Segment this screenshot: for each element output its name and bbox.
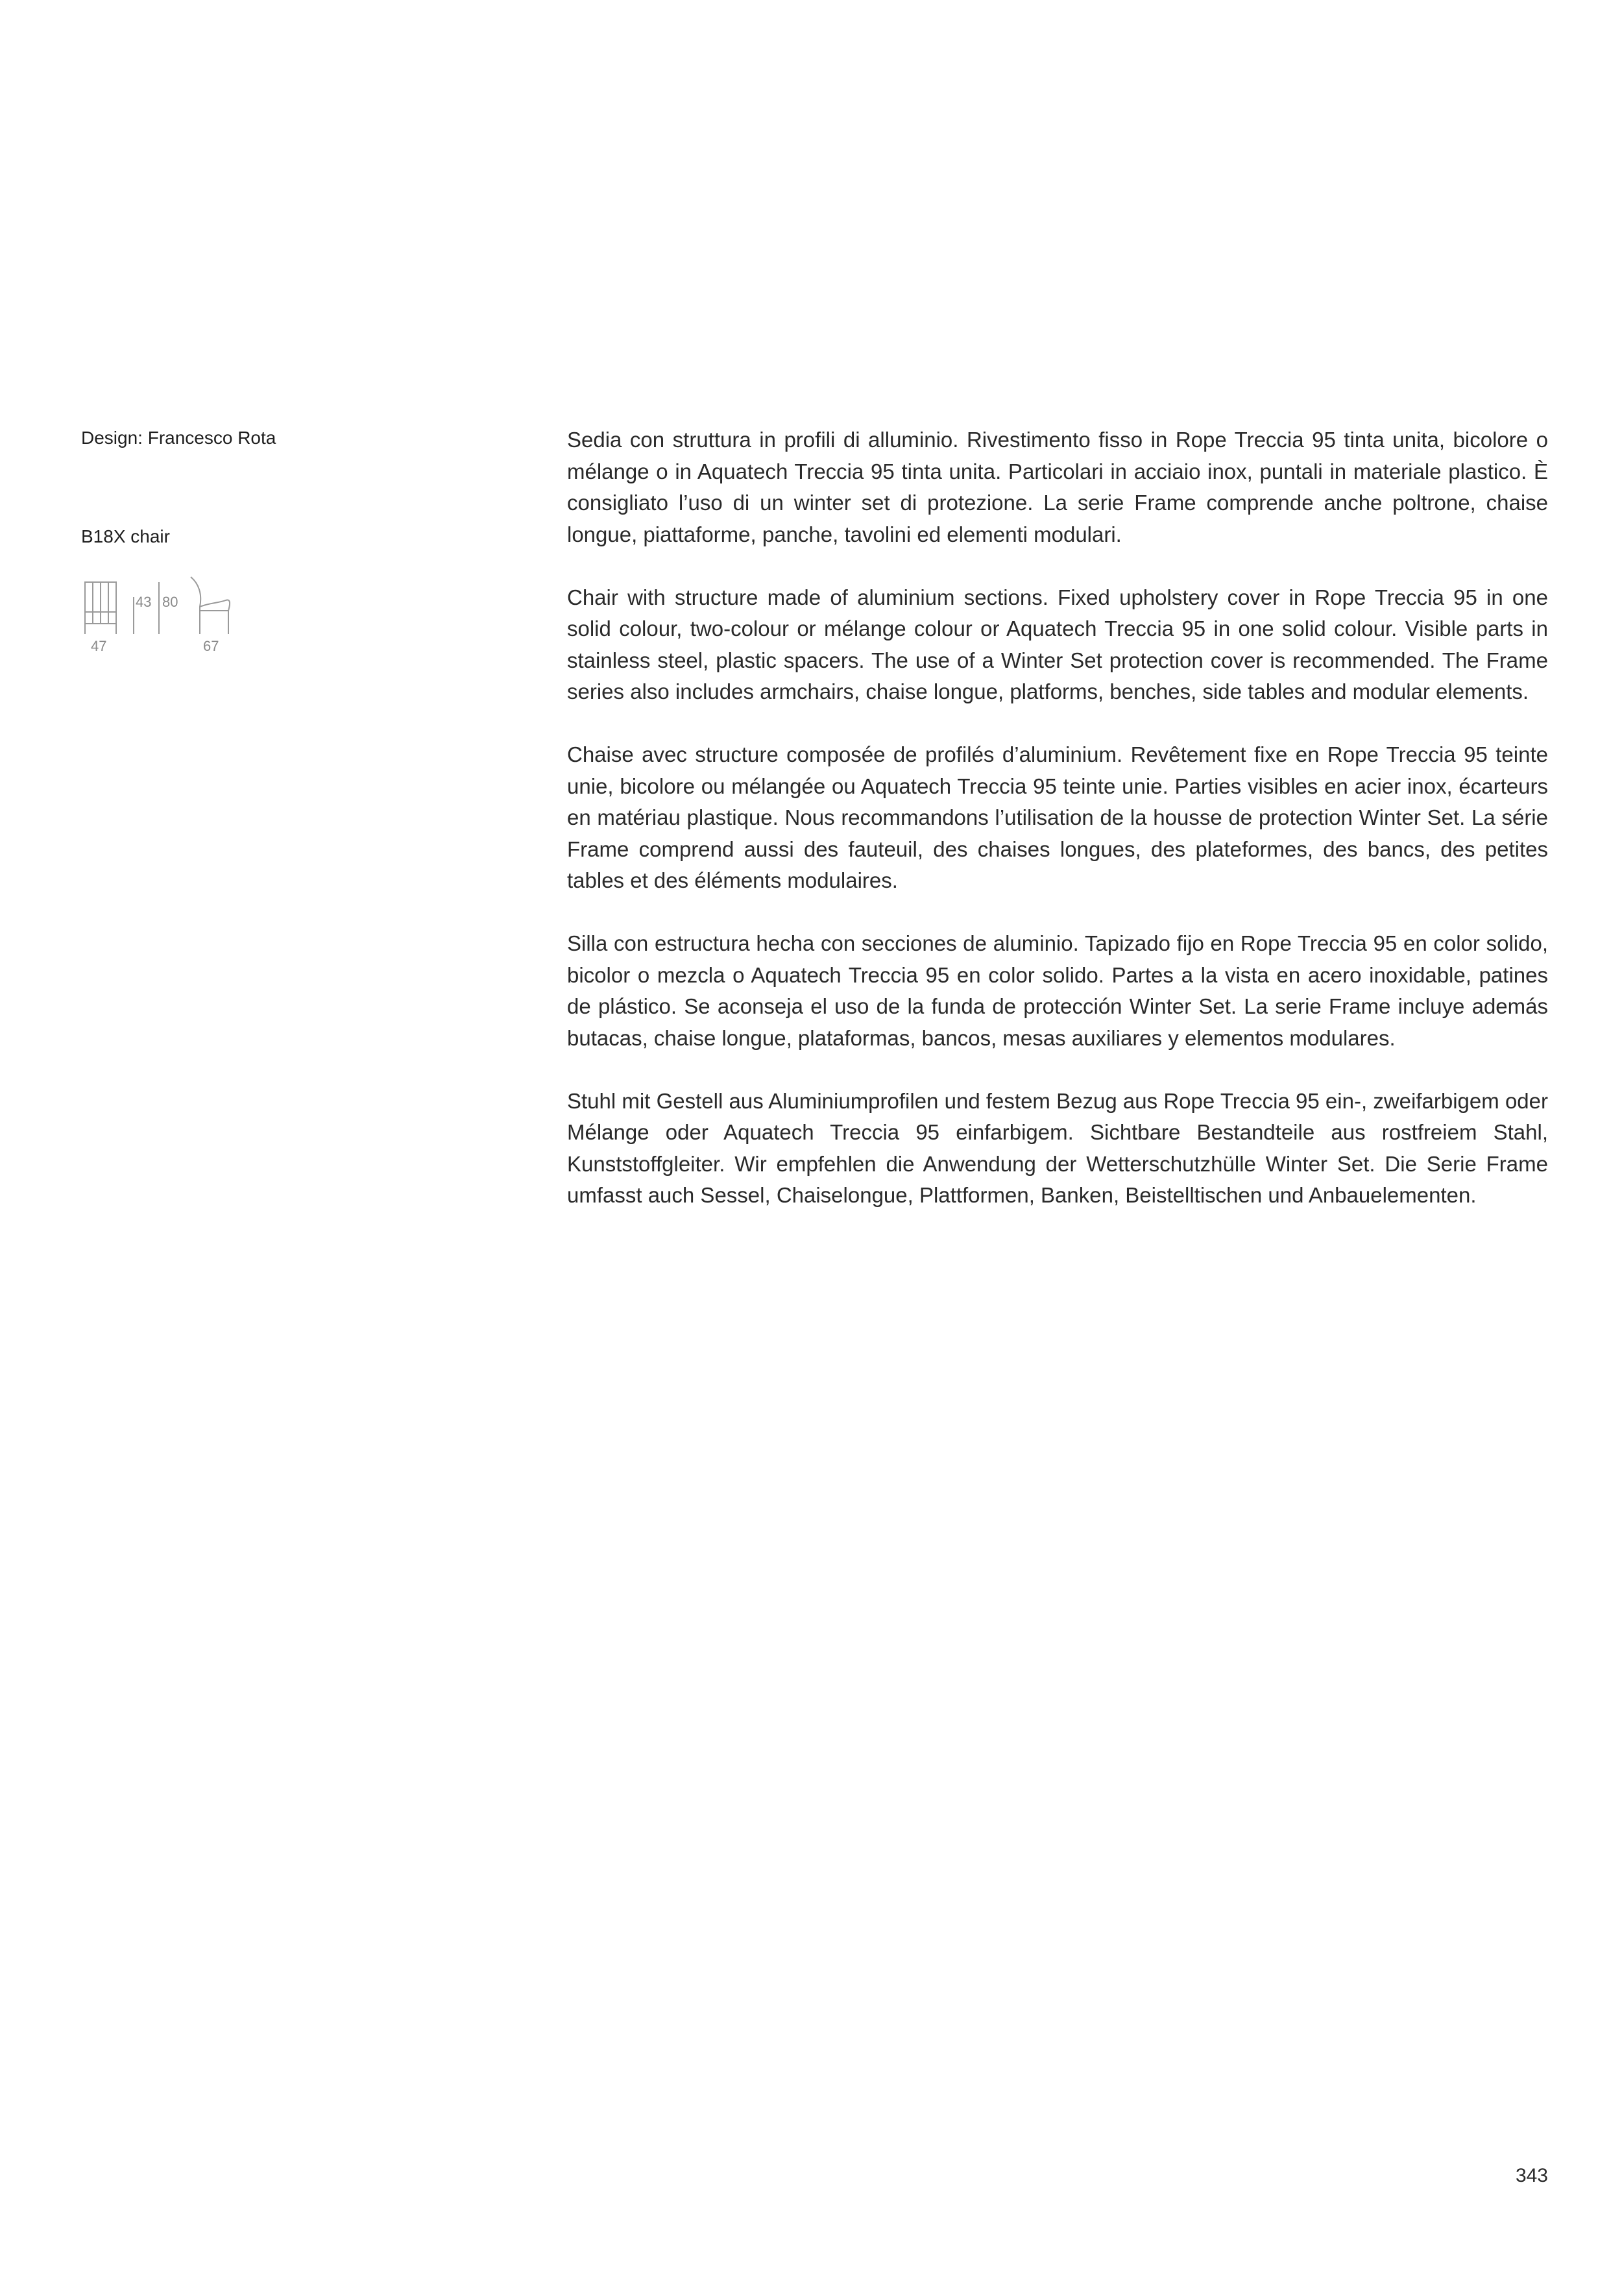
description-italian: Sedia con struttura in profili di alluminio. Rivestimento fisso in Rope Treccia 95 tinta unita, bicolore o mélange o in Aquatech Treccia 95 tinta unita. Particolari in acciaio inox, puntali in materiale plastico. È consigliato l’uso di un winter set di protezione. La serie Frame comprende anche poltrone, chaise longue, piattaforme, panche, tavolini ed elementi modulari. <box>567 428 1548 546</box>
depth-dimension: 67 <box>203 638 219 654</box>
description-french: Chaise avec structure composée de profilés d’aluminium. Revêtement fixe en Rope Treccia 95 teinte unie, bicolore ou mélangée ou Aquatech Treccia 95 teinte unie. Parties visibles en acier inox, écarteurs en matériau plastique. Nous recommandons l’utilisation de la housse de protection Winter Set. La série Frame comprend aussi des fauteuil, des chaises longues, des plateformes, des bancs, des petites tables et des éléments modulaires. <box>567 742 1548 892</box>
description-spanish: Silla con estructura hecha con secciones de aluminio. Tapizado fijo en Rope Treccia 95 en color solido, bicolor o mezcla o Aquatech Treccia 95 en color solido. Partes a la vista en acero inoxidable, patines de plástico. Se aconseja el uso de la funda de protección Winter Set. La serie Frame incluye además butacas, chaise longue, plataformas, bancos, mesas auxiliares y elementos modulares. <box>567 931 1548 1050</box>
product-name: B18X chair <box>81 526 170 546</box>
page-number: 343 <box>1515 2165 1548 2186</box>
seat-height-dimension: 43 <box>136 594 152 610</box>
description-german: Stuhl mit Gestell aus Aluminiumprofilen und festem Bezug aus Rope Treccia 95 ein-, zweifarbigem oder Mélange oder Aquatech Treccia 95 einfarbigem. Sichtbare Bestandteile aus rostfreiem Stahl, Kunststoffgleiter. Wir empfehlen die Anwendung der Wetterschutzhülle Winter Set. Die Serie Frame umfasst auch Sessel, Chaiselongue, Plattformen, Banken, Beistelltischen und Anbauelementen. <box>567 1088 1548 1207</box>
designer-credit: Design: Francesco Rota <box>81 428 276 448</box>
sidebar <box>81 425 470 550</box>
width-dimension: 47 <box>91 638 107 654</box>
dimension-diagram <box>81 574 250 659</box>
chair-front-view-icon <box>81 574 120 636</box>
height-dimension: 80 <box>162 594 178 610</box>
description-block <box>567 424 1548 1243</box>
description-english: Chair with structure made of aluminium sections. Fixed upholstery cover in Rope Treccia 95 in one solid colour, two-colour or mélange colour or Aquatech Treccia 95 in one solid colour. Visible parts in stainless steel, plastic spacers. The use of a Winter Set protection cover is recommended. The Frame series also includes armchairs, chaise longue, platforms, benches, side tables and modular elements. <box>567 585 1548 703</box>
chair-side-view-icon <box>183 574 241 639</box>
